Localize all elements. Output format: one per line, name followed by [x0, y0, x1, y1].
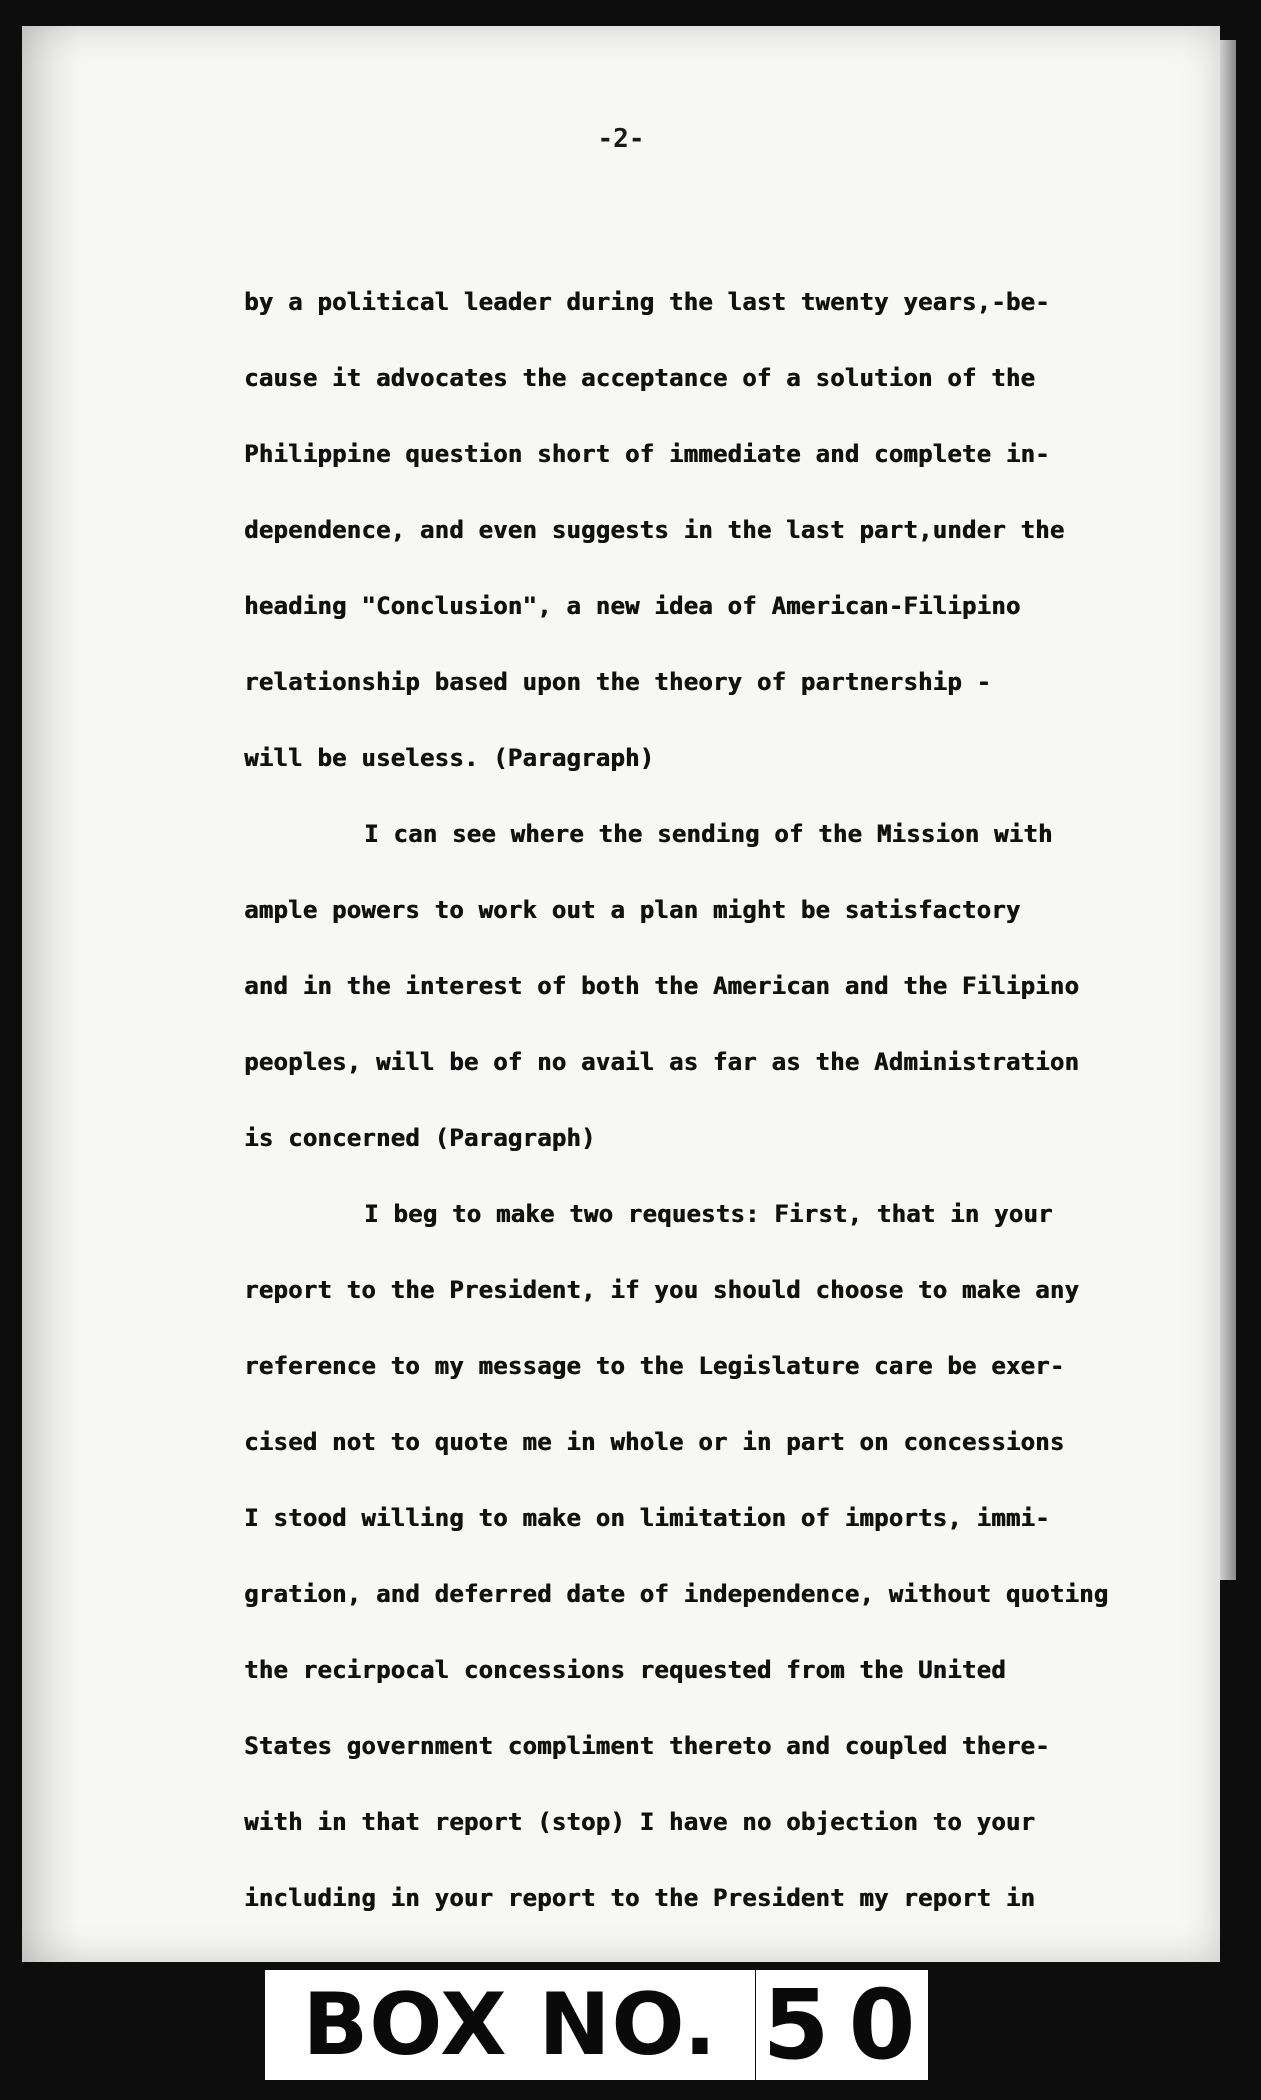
text-line: Philippine question short of immediate and complete in-: [244, 440, 1050, 468]
text-line: peoples, will be of no avail as far as the Administration: [244, 1048, 1080, 1076]
text-line: ample powers to work out a plan might be satisfactory: [244, 896, 1021, 924]
text-line: I stood willing to make on limitation of imports, immi-: [244, 1504, 1050, 1532]
page-number: -2-: [597, 124, 645, 154]
text-line: heading "Conclusion", a new idea of American-Filipino: [244, 592, 1021, 620]
letter-body: [244, 264, 1144, 1936]
text-line: and in the interest of both the American and the Filipino: [244, 972, 1080, 1000]
text-line: report to the President, if you should choose to make any: [244, 1276, 1080, 1304]
text-line: relationship based upon the theory of partnership -: [244, 668, 992, 696]
text-line: will be useless. (Paragraph): [244, 744, 655, 772]
box-number-label: BOX NO.: [265, 1970, 755, 2080]
text-line: is concerned (Paragraph): [244, 1124, 596, 1152]
text-line: cause it advocates the acceptance of a solution of the: [244, 364, 1036, 392]
text-line: the recirpocal concessions requested from the United: [244, 1656, 1006, 1684]
box-digit-card: 5: [756, 1970, 836, 2080]
text-line: dependence, and even suggests in the last part,under the: [244, 516, 1065, 544]
document-page: [22, 26, 1220, 1962]
paragraph-start-line: I beg to make two requests: First, that in your: [364, 1200, 1053, 1228]
text-line: including in your report to the President my report in: [244, 1884, 1036, 1912]
text-line: by a political leader during the last twenty years,-be-: [244, 288, 1050, 316]
text-line: reference to my message to the Legislature care be exer-: [244, 1352, 1065, 1380]
underlying-page-edge: [1220, 40, 1236, 1580]
text-line: with in that report (stop) I have no objection to your: [244, 1808, 1036, 1836]
paragraph-start-line: I can see where the sending of the Mission with: [364, 820, 1053, 848]
text-line: gration, and deferred date of independence, without quoting: [244, 1580, 1109, 1608]
box-digit-card: 0: [836, 1970, 928, 2080]
text-line: cised not to quote me in whole or in part on concessions: [244, 1428, 1065, 1456]
text-line: States government compliment thereto and coupled there-: [244, 1732, 1050, 1760]
